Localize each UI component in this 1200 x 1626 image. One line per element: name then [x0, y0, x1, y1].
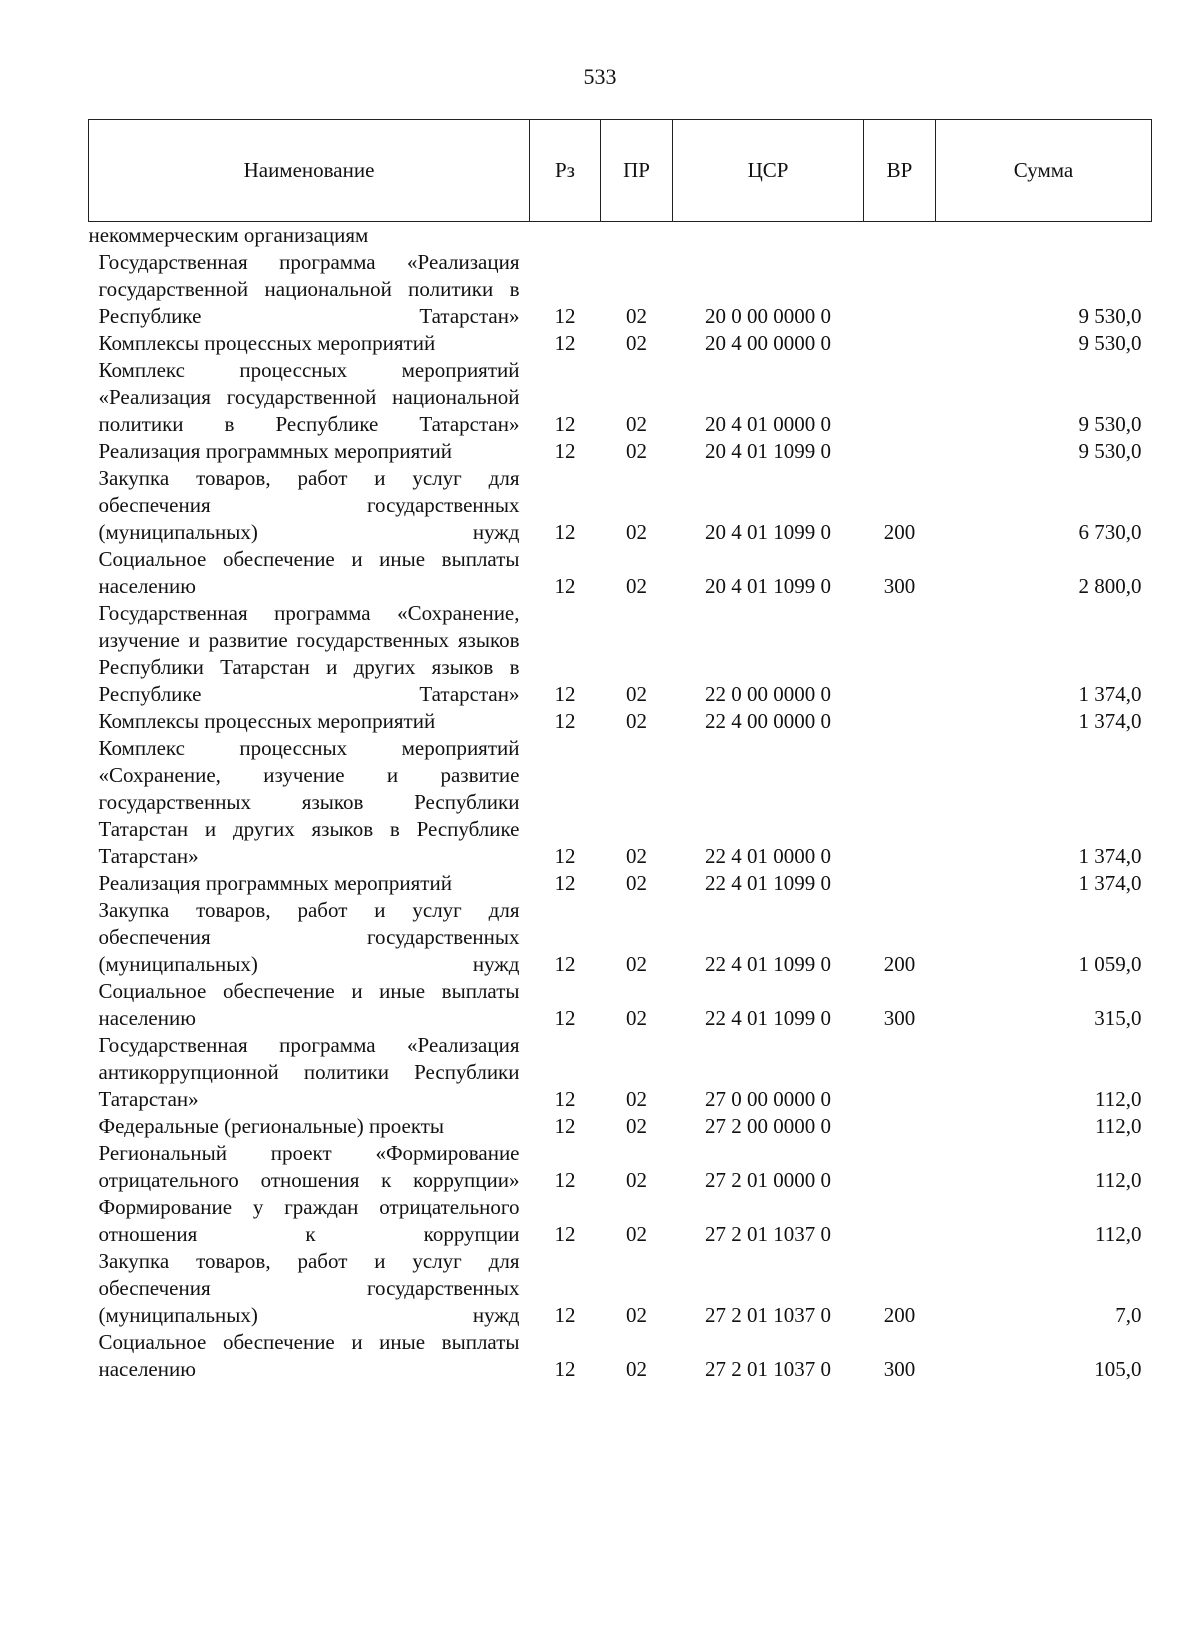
row-vr: [864, 708, 936, 735]
row-name: Федеральные (региональные) проекты: [98, 1114, 445, 1138]
row-name: Социальное обеспечение и иные выплаты населению: [98, 979, 520, 1030]
row-name: Региональный проект «Формирование отрицательного отношения к коррупции»: [98, 1141, 520, 1192]
row-pr: 02: [626, 412, 647, 436]
row-rz: 12: [554, 574, 576, 598]
table-header: [89, 120, 1152, 222]
row-sum: 6 730,0: [1078, 520, 1142, 544]
row-csr: [673, 222, 864, 250]
header-name: Наименование: [89, 120, 530, 222]
row-pr: 02: [626, 520, 647, 544]
row-vr: [864, 357, 936, 438]
header-vr: ВР: [864, 120, 936, 222]
row-vr: [864, 735, 936, 870]
table-row: [89, 600, 1152, 708]
row-name: Социальное обеспечение и иные выплаты населению: [98, 547, 520, 598]
row-vr: [864, 1140, 936, 1194]
row-pr: 02: [626, 1006, 647, 1030]
table-row: [89, 465, 1152, 546]
row-rz: 12: [554, 871, 576, 895]
row-vr: [864, 1032, 936, 1113]
table-body: [89, 222, 1152, 1384]
table-row: [89, 249, 1152, 330]
row-pr: 02: [626, 331, 647, 355]
row-sum: 9 530,0: [1078, 412, 1142, 436]
row-rz: 12: [554, 331, 576, 355]
row-vr: 200: [883, 520, 916, 544]
row-sum: 112,0: [1095, 1222, 1142, 1246]
row-name: Закупка товаров, работ и услуг для обеспечения государственных (муниципальных) нужд: [98, 466, 520, 544]
row-name: Государственная программа «Реализация государственной национальной политики в Республике Татарстан»: [98, 250, 520, 328]
row-pr: 02: [626, 1222, 647, 1246]
table-row: [89, 897, 1152, 978]
row-sum: 9 530,0: [1078, 331, 1142, 355]
row-name: Комплекс процессных мероприятий «Реализация государственной национальной политики в Республике Татарстан»: [98, 358, 520, 436]
row-name: Закупка товаров, работ и услуг для обеспечения государственных (муниципальных) нужд: [98, 898, 520, 976]
row-sum: 1 374,0: [1078, 871, 1142, 895]
header-rz: Рз: [530, 120, 601, 222]
row-vr: [864, 1113, 936, 1140]
row-csr: 27 2 01 1037 0: [705, 1222, 831, 1246]
row-pr: 02: [626, 709, 647, 733]
table-row: [89, 870, 1152, 897]
row-pr: 02: [626, 1087, 647, 1111]
row-sum: 112,0: [1095, 1114, 1142, 1138]
row-sum: 7,0: [1115, 1303, 1142, 1327]
row-csr: 22 4 01 1099 0: [705, 952, 831, 976]
row-vr: [864, 330, 936, 357]
table-row: [89, 330, 1152, 357]
header-csr: ЦСР: [673, 120, 864, 222]
budget-table: [88, 119, 1152, 1383]
row-vr: 300: [883, 1006, 916, 1030]
row-name: Социальное обеспечение и иные выплаты населению: [98, 1330, 520, 1381]
row-sum: 9 530,0: [1078, 304, 1142, 328]
row-rz: 12: [554, 952, 576, 976]
row-sum: 105,0: [1094, 1357, 1142, 1381]
row-sum: 1 374,0: [1078, 844, 1142, 868]
row-pr: 02: [626, 1168, 647, 1192]
row-csr: 22 4 01 1099 0: [705, 1006, 831, 1030]
table-row: [89, 735, 1152, 870]
row-vr: [864, 438, 936, 465]
row-csr: 27 2 01 1037 0: [705, 1303, 831, 1327]
row-sum: 1 059,0: [1078, 952, 1142, 976]
row-csr: 20 0 00 0000 0: [705, 304, 831, 328]
row-pr: 02: [626, 304, 647, 328]
table-row: [89, 708, 1152, 735]
row-csr: 20 4 01 1099 0: [705, 520, 831, 544]
row-sum: 2 800,0: [1078, 574, 1142, 598]
row-sum: [936, 222, 1152, 250]
row-rz: 12: [554, 520, 576, 544]
row-sum: 315,0: [1094, 1006, 1142, 1030]
row-sum: 112,0: [1095, 1087, 1142, 1111]
row-pr: 02: [626, 682, 647, 706]
row-rz: 12: [554, 439, 576, 463]
row-rz: 12: [554, 1087, 576, 1111]
row-vr: 200: [883, 1303, 916, 1327]
row-name: Комплекс процессных мероприятий «Сохранение, изучение и развитие государственных языков Республики Татарстан и других языков в Республике Татарстан»: [98, 736, 520, 868]
row-name: некоммерческим организациям: [88, 223, 369, 247]
table-row: [89, 546, 1152, 600]
row-csr: 27 0 00 0000 0: [705, 1087, 831, 1111]
row-name: Закупка товаров, работ и услуг для обеспечения государственных (муниципальных) нужд: [98, 1249, 520, 1327]
row-pr: 02: [626, 1303, 647, 1327]
row-csr: 27 2 00 0000 0: [705, 1114, 831, 1138]
row-name: Комплексы процессных мероприятий: [98, 709, 436, 733]
row-name: Формирование у граждан отрицательного отношения к коррупции: [98, 1195, 520, 1246]
row-rz: [530, 222, 601, 250]
page-number: 533: [583, 64, 617, 89]
row-rz: 12: [554, 1168, 576, 1192]
row-pr: 02: [626, 574, 647, 598]
row-csr: 22 4 01 1099 0: [705, 871, 831, 895]
table-row: [89, 1113, 1152, 1140]
table-row: [89, 222, 1152, 250]
row-vr: [864, 870, 936, 897]
row-vr: 300: [883, 1357, 916, 1381]
row-rz: 12: [554, 709, 576, 733]
row-rz: 12: [554, 1114, 576, 1138]
row-pr: 02: [626, 844, 647, 868]
row-sum: 1 374,0: [1078, 682, 1142, 706]
row-vr: [864, 222, 936, 250]
row-sum: 9 530,0: [1078, 439, 1142, 463]
row-pr: 02: [626, 1357, 647, 1381]
row-vr: 200: [883, 952, 916, 976]
row-sum: 1 374,0: [1078, 709, 1142, 733]
row-rz: 12: [554, 1357, 576, 1381]
row-vr: [864, 249, 936, 330]
header-sum: Сумма: [936, 120, 1152, 222]
row-rz: 12: [554, 1006, 576, 1030]
row-vr: [864, 1194, 936, 1248]
row-csr: 20 4 00 0000 0: [705, 331, 831, 355]
row-name: Комплексы процессных мероприятий: [98, 331, 436, 355]
table-row: [89, 1032, 1152, 1113]
row-sum: 112,0: [1095, 1168, 1142, 1192]
row-csr: 20 4 01 1099 0: [705, 574, 831, 598]
row-csr: 27 2 01 1037 0: [705, 1357, 831, 1381]
row-pr: [601, 222, 673, 250]
table-row: [89, 1140, 1152, 1194]
table-row: [89, 1194, 1152, 1248]
row-csr: 22 4 00 0000 0: [705, 709, 831, 733]
table-row: [89, 357, 1152, 438]
row-csr: 27 2 01 0000 0: [705, 1168, 831, 1192]
row-pr: 02: [626, 952, 647, 976]
row-pr: 02: [626, 871, 647, 895]
row-csr: 22 0 00 0000 0: [705, 682, 831, 706]
row-rz: 12: [554, 1222, 576, 1246]
row-csr: 22 4 01 0000 0: [705, 844, 831, 868]
row-rz: 12: [554, 412, 576, 436]
table-row: [89, 438, 1152, 465]
row-rz: 12: [554, 1303, 576, 1327]
table-row: [89, 1248, 1152, 1329]
row-pr: 02: [626, 1114, 647, 1138]
row-csr: 20 4 01 0000 0: [705, 412, 831, 436]
row-pr: 02: [626, 439, 647, 463]
row-name: Государственная программа «Реализация антикоррупционной политики Республики Татарстан»: [98, 1033, 520, 1111]
row-rz: 12: [554, 304, 576, 328]
row-vr: 300: [883, 574, 916, 598]
table-row: [89, 978, 1152, 1032]
table-row: [89, 1329, 1152, 1383]
row-name: Реализация программных мероприятий: [98, 439, 452, 463]
row-name: Реализация программных мероприятий: [98, 871, 452, 895]
row-csr: 20 4 01 1099 0: [705, 439, 831, 463]
row-rz: 12: [554, 844, 576, 868]
header-pr: ПР: [601, 120, 673, 222]
row-vr: [864, 600, 936, 708]
row-rz: 12: [554, 682, 576, 706]
row-name: Государственная программа «Сохранение, изучение и развитие государственных языков Республики Татарстан и других языков в Республике Татарстан»: [98, 601, 520, 706]
